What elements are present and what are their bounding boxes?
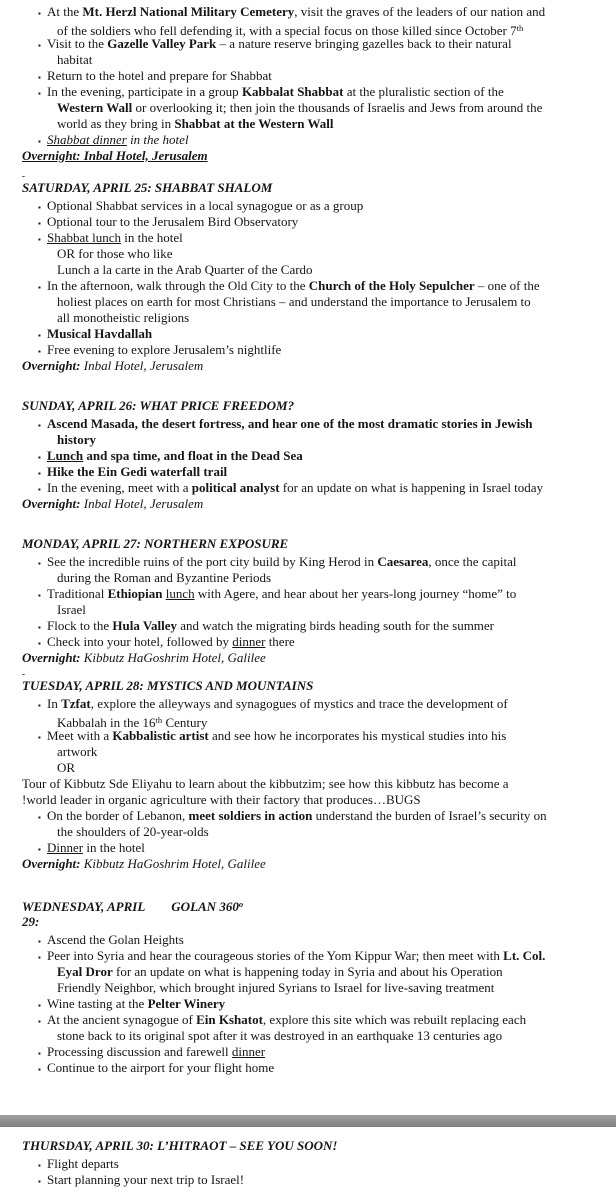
text-segment: Tour of Kibbutz Sde Eliyahu to learn about the kibbutzim; see how this kibbutz has become a — [22, 776, 509, 791]
bullet-icon: ▪ — [38, 89, 41, 98]
text-segment: Ascend Masada, the desert fortress, and hear one of the most dramatic stories in Jewish — [47, 416, 533, 431]
bullet-icon: ▪ — [38, 73, 41, 82]
text-segment: Overnight: — [22, 358, 81, 373]
text-segment: Meet with a — [47, 728, 113, 743]
spacer — [0, 1127, 616, 1138]
continuation-line — [0, 570, 616, 586]
text-segment: Musical Havdallah — [47, 326, 153, 341]
text-segment: lunch — [165, 586, 195, 601]
text-segment: in the hotel — [83, 840, 145, 855]
text-segment: Optional Shabbat services in a local synagogue or as a group — [47, 198, 364, 213]
text-segment: in the hotel — [121, 230, 183, 245]
bullet-item — [0, 132, 616, 148]
bullet-item — [0, 448, 616, 464]
text-segment: , explore the alleyways and synagogues of mystics and trace the development of — [90, 696, 508, 711]
bullet-item — [0, 230, 616, 246]
text-segment: Continue to the airport for your flight home — [47, 1060, 275, 1075]
text-segment: 29: — [22, 914, 40, 929]
bullet-item — [0, 464, 616, 480]
text-segment: Kabbalistic artist — [112, 728, 209, 743]
bullet-item — [0, 1156, 616, 1172]
text-segment: , explore this site which was rebuilt replacing each — [262, 1012, 527, 1027]
text-segment: – one of the — [474, 278, 540, 293]
text-segment: Shabbat lunch — [47, 230, 122, 245]
continuation-line — [0, 246, 616, 262]
text-segment: the shoulders of 20-year-olds — [57, 824, 209, 839]
text-segment: Kibbutz HaGoshrim Hotel, Galilee — [80, 650, 266, 665]
text-segment: In the evening, participate in a group — [47, 84, 242, 99]
text-segment: th — [516, 23, 524, 33]
bullet-icon: ▪ — [38, 9, 41, 18]
flush-line — [0, 776, 616, 792]
continuation-line — [0, 712, 616, 728]
text-segment: See the incredible ruins of the port city build by King Herod in — [47, 554, 378, 569]
bullet-icon: ▪ — [38, 1017, 41, 1026]
text-segment: Ethiopian — [107, 586, 163, 601]
text-segment: Shabbat at the Western Wall — [174, 116, 334, 131]
text-segment: Inbal Hotel, Jerusalem — [80, 496, 204, 511]
bullet-icon: ▪ — [38, 1177, 41, 1186]
day-heading — [0, 678, 616, 694]
continuation-line — [0, 116, 616, 132]
bullet-icon: ▪ — [38, 591, 41, 600]
text-segment: Ein Kshatot — [196, 1012, 263, 1027]
text-segment: Century — [162, 715, 208, 730]
text-segment: Peer into Syria and hear the courageous stories of the Yom Kippur War; then meet with — [47, 948, 504, 963]
text-segment: for an update on what is happening in Israel today — [279, 480, 544, 495]
bullet-item — [0, 1060, 616, 1076]
bullet-icon: ▪ — [38, 1161, 41, 1170]
bullet-icon: ▪ — [38, 953, 41, 962]
text-segment: dinner — [232, 634, 266, 649]
spacer — [0, 164, 616, 172]
flush-line — [0, 148, 616, 164]
day-heading — [0, 914, 616, 930]
bullet-icon: ▪ — [38, 701, 41, 710]
day-heading — [0, 1138, 616, 1154]
text-segment: Hula Valley — [112, 618, 178, 633]
bullet-icon: ▪ — [38, 137, 41, 146]
text-segment: of the soldiers who fell defending it, with a special focus on those killed since October 7 — [57, 23, 517, 38]
continuation-line — [0, 760, 616, 776]
text-segment: WEDNESDAY, APRIL — [22, 899, 146, 914]
bullet-icon: ▪ — [38, 469, 41, 478]
text-segment: or overlooking it; then join the thousands of Israelis and Jews from around the — [132, 100, 543, 115]
text-segment: world as they bring in — [57, 116, 175, 131]
text-segment: Return to the hotel and prepare for Shabbat — [47, 68, 272, 83]
text-segment: Traditional — [47, 586, 108, 601]
text-segment: Lunch — [47, 448, 84, 463]
text-segment: stone back to its original spot after it was destroyed in an earthquake 13 centuries ago — [57, 1028, 503, 1043]
text-segment: at the pluralistic section of the — [343, 84, 504, 99]
continuation-line — [0, 52, 616, 68]
text-segment: , visit the graves of the leaders of our nation and — [294, 4, 546, 19]
text-segment: dinner — [231, 1044, 266, 1059]
text-segment: THURSDAY, APRIL 30: L’HITRAOT – SEE YOU SOON! — [22, 1138, 338, 1153]
text-segment: GOLAN 360 — [171, 899, 239, 914]
continuation-line — [0, 20, 616, 36]
text-segment: holiest places on earth for most Christians – and understand the importance to Jerusalem to — [57, 294, 531, 309]
text-segment: OR for those who like — [57, 246, 173, 261]
text-segment: - — [22, 669, 25, 679]
text-segment: !world leader in organic agriculture with their factory that produces…BUGS — [22, 792, 421, 807]
bullet-item — [0, 278, 616, 294]
text-segment: during the Roman and Byzantine Periods — [57, 570, 272, 585]
spacer — [0, 374, 616, 398]
bullet-icon: ▪ — [38, 639, 41, 648]
text-segment: , once the capital — [428, 554, 517, 569]
bullet-icon: ▪ — [38, 813, 41, 822]
text-segment: Overnight: — [22, 650, 81, 665]
text-segment: Inbal Hotel, Jerusalem — [80, 358, 204, 373]
text-segment: At the ancient synagogue of — [47, 1012, 197, 1027]
text-segment: meet soldiers in action — [188, 808, 313, 823]
day-heading — [0, 180, 616, 196]
text-segment: Optional tour to the Jerusalem Bird Observatory — [47, 214, 299, 229]
bullet-item — [0, 948, 616, 964]
text-segment: Gazelle Valley Park — [107, 36, 217, 51]
bullet-icon: ▪ — [38, 937, 41, 946]
dash-mark — [0, 172, 616, 180]
text-segment: TUESDAY, APRIL 28: MYSTICS AND MOUNTAINS — [22, 678, 314, 693]
text-segment: Overnight: — [22, 856, 81, 871]
text-segment: Pelter Winery — [147, 996, 226, 1011]
bullet-item — [0, 84, 616, 100]
bullet-item — [0, 326, 616, 342]
bullet-item — [0, 808, 616, 824]
bullet-item — [0, 728, 616, 744]
text-segment: Friendly Neighbor, which brought injured Syrians to Israel for live-saving treatment — [57, 980, 495, 995]
text-segment: artwork — [57, 744, 98, 759]
bullet-item — [0, 4, 616, 20]
bullet-item — [0, 586, 616, 602]
text-segment: SUNDAY, APRIL 26: WHAT PRICE FREEDOM? — [22, 398, 295, 413]
text-segment: Eyal Dror — [57, 964, 113, 979]
text-segment: habitat — [57, 52, 93, 67]
bullet-icon: ▪ — [38, 1001, 41, 1010]
bullet-item — [0, 996, 616, 1012]
text-segment: Caesarea — [377, 554, 429, 569]
text-segment: On the border of Lebanon, — [47, 808, 189, 823]
continuation-line — [0, 824, 616, 840]
bullet-item — [0, 198, 616, 214]
text-segment: Church of the Holy Sepulcher — [308, 278, 475, 293]
continuation-line — [0, 262, 616, 278]
flush-line — [0, 856, 616, 872]
bullet-icon: ▪ — [38, 485, 41, 494]
continuation-line — [0, 602, 616, 618]
bullet-icon: ▪ — [38, 219, 41, 228]
bullet-icon: ▪ — [38, 1065, 41, 1074]
text-segment: Western Wall — [57, 100, 133, 115]
bullet-icon: ▪ — [38, 421, 41, 430]
text-segment: Mt. Herzl National Military Cemetery — [82, 4, 295, 19]
dash-mark — [0, 670, 616, 678]
text-segment: Dinner — [47, 840, 84, 855]
spacer — [0, 872, 616, 896]
text-segment: Ascend the Golan Heights — [47, 932, 184, 947]
continuation-line — [0, 744, 616, 760]
text-segment: At the — [47, 4, 83, 19]
text-segment: understand the burden of Israel’s security on — [312, 808, 547, 823]
text-segment: Israel — [57, 602, 86, 617]
text-segment: Start planning your next trip to Israel! — [47, 1172, 245, 1187]
spacer — [0, 512, 616, 536]
text-segment: Overnight: — [22, 496, 81, 511]
text-segment: and see how he incorporates his mystical studies into his — [208, 728, 507, 743]
text-segment: Kibbutz HaGoshrim Hotel, Galilee — [80, 856, 266, 871]
text-segment: o — [238, 899, 244, 909]
day-heading — [0, 896, 616, 912]
bullet-item — [0, 1044, 616, 1060]
bullet-icon: ▪ — [38, 203, 41, 212]
continuation-line — [0, 432, 616, 448]
text-segment: Check into your hotel, followed by — [47, 634, 233, 649]
text-segment: Kabbalah in the 16 — [57, 715, 156, 730]
bullet-icon: ▪ — [38, 453, 41, 462]
text-segment: there — [265, 634, 295, 649]
text-segment: th — [155, 715, 163, 725]
continuation-line — [0, 294, 616, 310]
bullet-item — [0, 214, 616, 230]
text-segment: Hike the Ein Gedi waterfall trail — [47, 464, 228, 479]
bullet-item — [0, 1012, 616, 1028]
text-segment: Lunch a la carte in the Arab Quarter of the Cardo — [57, 262, 313, 277]
continuation-line — [0, 964, 616, 980]
text-segment: Tzfat — [61, 696, 91, 711]
text-segment: Wine tasting at the — [47, 996, 148, 1011]
text-segment: Processing discussion and farewell — [47, 1044, 232, 1059]
text-segment: Visit to the — [47, 36, 108, 51]
text-segment: In the afternoon, walk through the Old City to the — [47, 278, 309, 293]
text-segment: MONDAY, APRIL 27: NORTHERN EXPOSURE — [22, 536, 289, 551]
text-segment: and spa time, and float in the Dead Sea — [83, 448, 303, 463]
spacer — [0, 1076, 616, 1115]
text-segment: In — [47, 696, 62, 711]
continuation-line — [0, 310, 616, 326]
day-heading — [0, 536, 616, 552]
continuation-line — [0, 1028, 616, 1044]
text-segment: In the evening, meet with a — [47, 480, 192, 495]
continuation-line — [0, 980, 616, 996]
text-segment: all monotheistic religions — [57, 310, 190, 325]
bullet-item — [0, 634, 616, 650]
text-segment: Flock to the — [47, 618, 113, 633]
text-segment: Overnight: Inbal Hotel, Jerusalem — [22, 148, 208, 163]
text-segment: Kabbalat Shabbat — [241, 84, 344, 99]
bullet-icon: ▪ — [38, 235, 41, 244]
text-segment: in the hotel — [126, 132, 189, 147]
text-segment: with Agere, and hear about her years-long journey “home” to — [194, 586, 517, 601]
bullet-icon: ▪ — [38, 733, 41, 742]
bullet-item — [0, 342, 616, 358]
bullet-item — [0, 1172, 616, 1188]
text-segment: Shabbat dinner — [47, 132, 127, 147]
bullet-item — [0, 68, 616, 84]
flush-line — [0, 650, 616, 666]
continuation-line — [0, 100, 616, 116]
text-segment: history — [57, 432, 96, 447]
bullet-icon: ▪ — [38, 331, 41, 340]
bullet-icon: ▪ — [38, 41, 41, 50]
text-segment: for an update on what is happening today in Syria and about his Operation — [112, 964, 503, 979]
text-segment: Flight departs — [47, 1156, 119, 1171]
text-segment: and watch the migrating birds heading south for the summer — [177, 618, 495, 633]
bullet-icon: ▪ — [38, 623, 41, 632]
text-segment: Lt. Col. — [503, 948, 546, 963]
bullet-item — [0, 932, 616, 948]
bullet-item — [0, 840, 616, 856]
bullet-icon: ▪ — [38, 559, 41, 568]
bullet-icon: ▪ — [38, 347, 41, 356]
bullet-item — [0, 618, 616, 634]
flush-line — [0, 358, 616, 374]
bullet-item — [0, 554, 616, 570]
text-segment: - — [22, 171, 25, 181]
bullet-item — [0, 480, 616, 496]
flush-line — [0, 496, 616, 512]
text-segment: SATURDAY, APRIL 25: SHABBAT SHALOM — [22, 180, 273, 195]
bullet-icon: ▪ — [38, 845, 41, 854]
bullet-item — [0, 696, 616, 712]
bullet-icon: ▪ — [38, 1049, 41, 1058]
flush-line — [0, 792, 616, 808]
text-segment: – a nature reserve bringing gazelles back to their natural — [216, 36, 512, 51]
text-segment: political analyst — [191, 480, 280, 495]
text-segment: OR — [57, 760, 76, 775]
bullet-item — [0, 416, 616, 432]
page-break-bar — [0, 1115, 616, 1127]
bullet-item — [0, 36, 616, 52]
day-heading — [0, 398, 616, 414]
text-segment: Free evening to explore Jerusalem’s nightlife — [47, 342, 282, 357]
bullet-icon: ▪ — [38, 283, 41, 292]
